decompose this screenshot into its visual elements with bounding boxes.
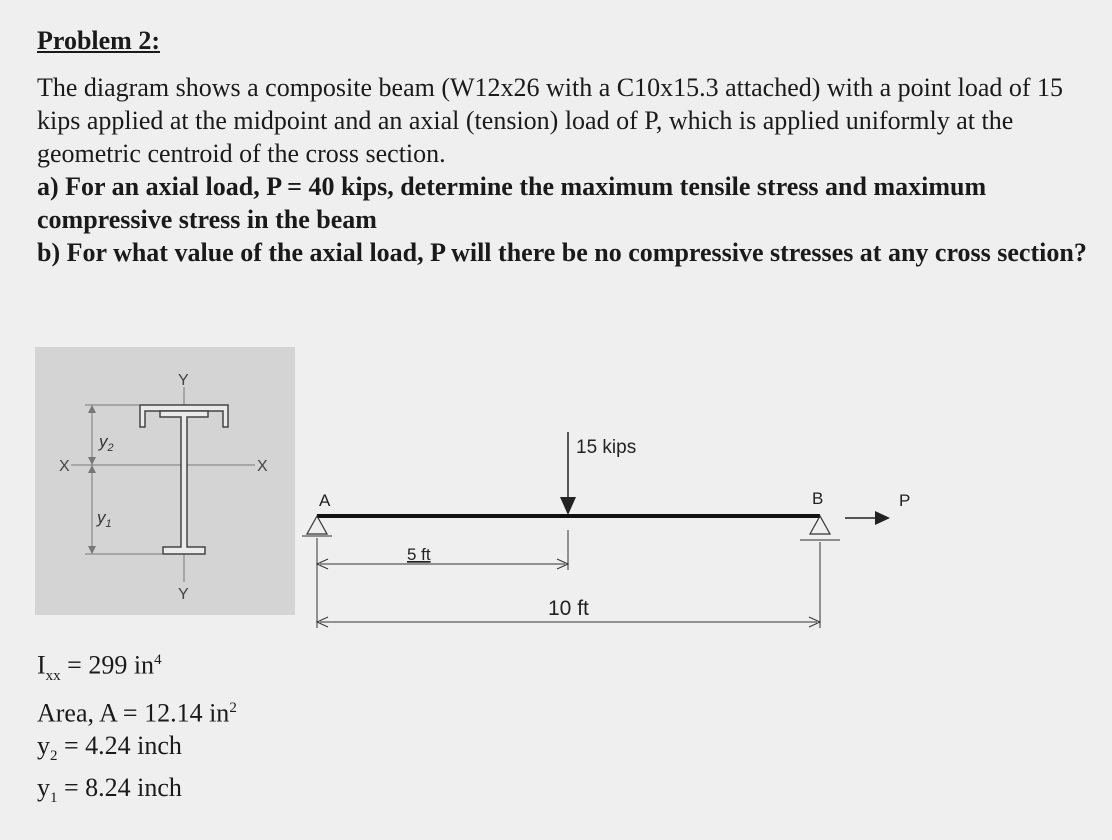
- x-axis-label-right: X: [257, 458, 268, 475]
- x-axis-label-left: X: [59, 458, 70, 475]
- moment-of-inertia: $I_{xx} = 299$ $in^4$: [37, 650, 162, 684]
- arrow-icon: [88, 405, 96, 413]
- part-b-question: b) For what value of the axial load, P will there be no compressive stresses at any cross section?: [37, 238, 1087, 267]
- beam-diagram: [300, 420, 920, 640]
- y2-dimension-label: $y_2$: [99, 432, 114, 454]
- axial-arrow-icon: [875, 511, 890, 525]
- area-value: Area, A = 12.14 $in^2$: [37, 698, 237, 728]
- y-axis-label-bottom: Y: [178, 586, 189, 603]
- arrow-icon: [88, 546, 96, 554]
- y1-value: $y_1 = 8.24$ inch: [37, 772, 182, 806]
- arrow-icon: [88, 465, 96, 473]
- support-b-label: B: [812, 489, 824, 508]
- section-properties: [37, 644, 237, 814]
- cross-section-drawing: [35, 347, 295, 615]
- w-section: [160, 411, 208, 554]
- roller-support-b-icon: [810, 516, 830, 534]
- cross-section-figure: [35, 347, 295, 615]
- pin-support-a-icon: [307, 516, 327, 534]
- full-span-label: 10 ft: [548, 597, 589, 620]
- half-span-label: 5 ft: [407, 545, 431, 564]
- part-a-question: a) For an axial load, P = 40 kips, determine the maximum tensile stress and maximum compressive stress in the beam: [37, 172, 987, 234]
- problem-description: The diagram shows a composite beam (W12x26 with a C10x15.3 attached) with a point load of 15 kips applied at the midpoint and an axial (tension) load of P, which is applied uniformly at the geometric centroid of the cross section.: [37, 73, 1064, 168]
- problem-statement: [37, 71, 1097, 269]
- load-arrow-icon: [560, 497, 576, 515]
- support-a-label: A: [319, 491, 331, 510]
- y1-dimension-label: $y_1$: [97, 508, 112, 530]
- y-axis-label-top: Y: [178, 372, 189, 389]
- arrow-icon: [88, 457, 96, 465]
- load-label: 15 kips: [576, 437, 637, 458]
- y2-value: $y_2 = 4.24$ inch: [37, 730, 182, 764]
- axial-load-label: P: [899, 491, 911, 510]
- problem-title: Problem 2:: [37, 26, 160, 55]
